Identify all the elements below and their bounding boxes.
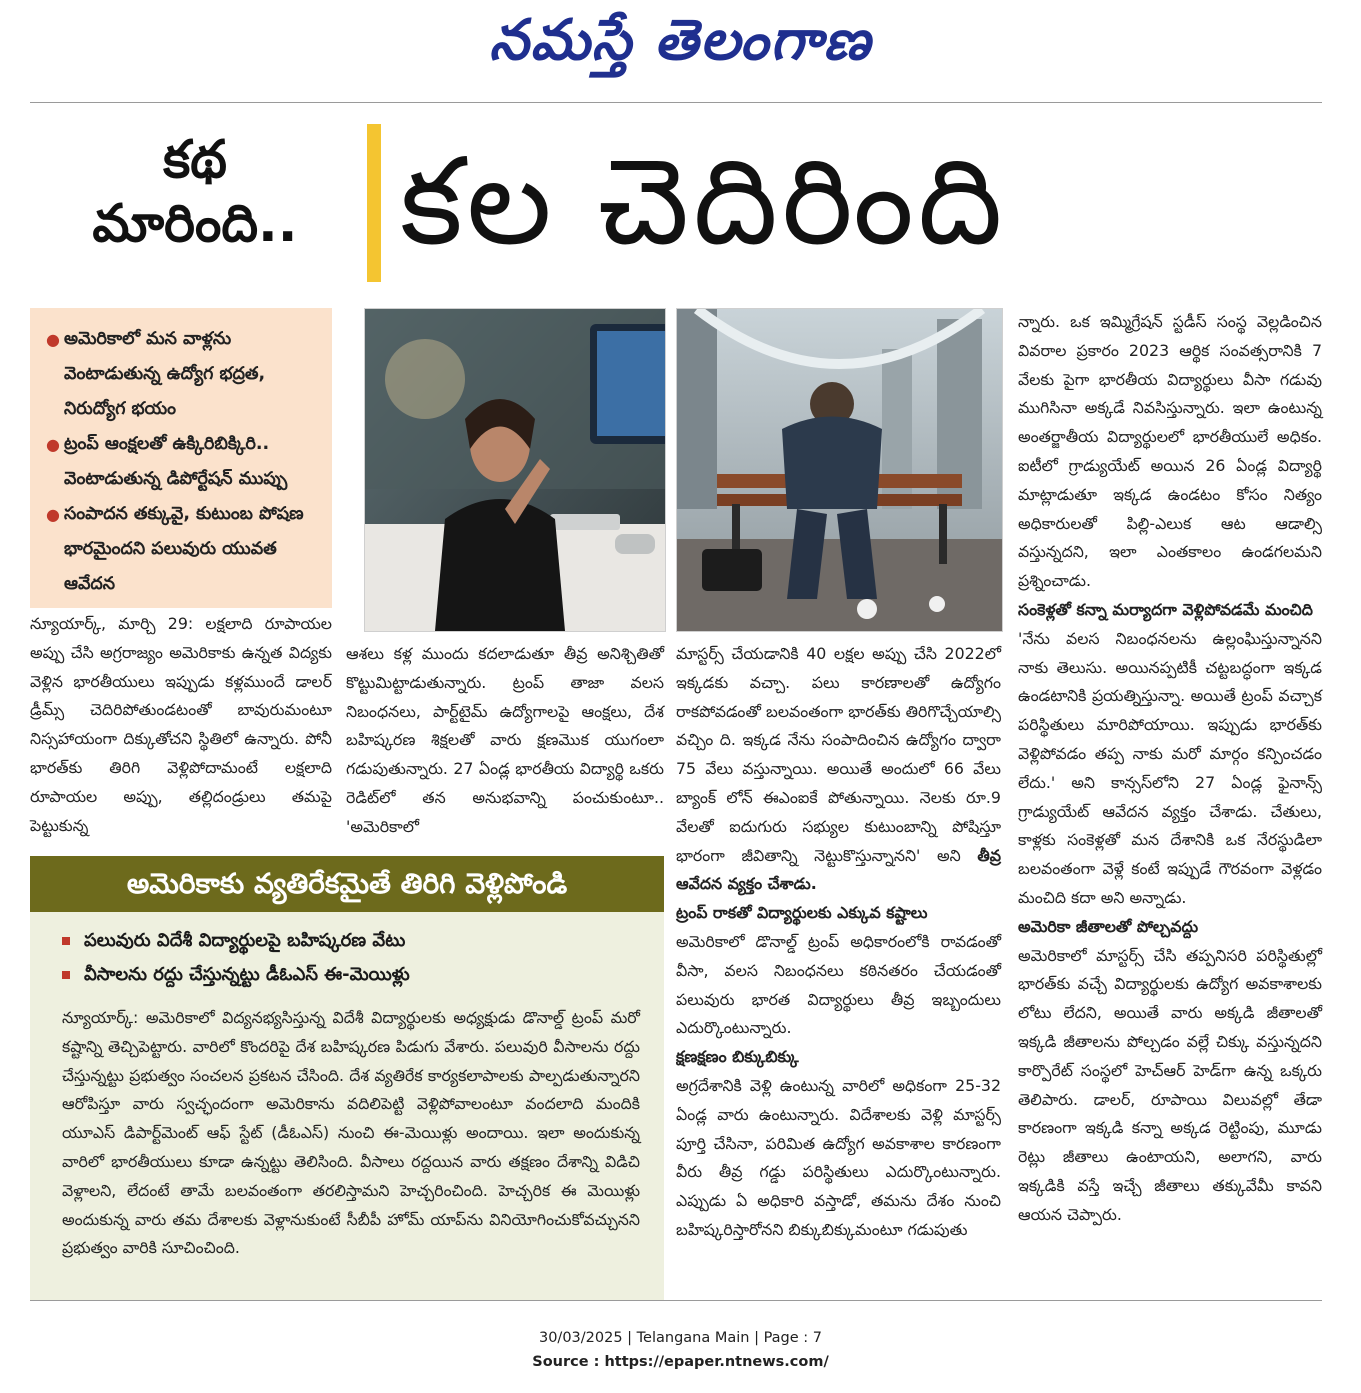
- bullet-square-icon: [62, 937, 70, 945]
- photo-woman-at-desk: [364, 308, 666, 632]
- column-4-paragraph: 'నేను వలస నిబంధనలను ఉల్లంఘిస్తున్నానని నాకు తెలుసు. అయినప్పటికీ చట్టబద్ధంగా ఇక్కడ ఉండటానికి ప్రయత్నిస్తున్నా. అయితే ట్రంప్ వచ్చాక పరిస్థితులు మారిపోయాయి. ఇప్పుడు భారత్‌కు వెళ్లిపోవడం తప్ప నాకు మరో మార్గం కన్పించడం లేదు.' అని కాన్సస్‌లోని 27 ఏండ్ల ఫైనాన్స్ గ్రాడ్యుయేట్ ఆవేదన వ్యక్తం చేశాడు. చేతులు, కాళ్లకు సంకెళ్లతో మన దేశానికి ఒక నేరస్థుడిలా బలవంతంగా వెళ్లే కంటే ఇప్పుడే గౌరవంగా వెళ్లడం మంచిది కదా అని అన్నాడు.: [1018, 628, 1322, 907]
- bullet-dot-icon: ●: [46, 435, 60, 454]
- accent-bar: [367, 124, 381, 282]
- highlight-item: ● అమెరికాలో మన వాళ్లను వెంటాడుతున్న ఉద్యోగ భద్రత, నిరుద్యోగ భయం: [44, 322, 326, 427]
- masthead-divider: [30, 102, 1322, 103]
- column-4-paragraph: అమెరికాలో మాస్టర్స్ చేసి తప్పనిసరి పరిస్థితుల్లో భారత్‌కు వచ్చే విద్యార్థులకు ఉద్యోగ అవకాశాలకు లోటు లేదని, అయితే వారు అక్కడి జీతాలతో ఇక్కడి జీతాలను పోల్చడం వల్లే చిక్కు వస్తున్నదని కార్పొరేట్ సంస్థలో హెచ్‌ఆర్ హెడ్‌గా ఉన్న ఒక్కరు తెలిపారు. డాలర్, రూపాయి విలువల్లో తేడా కారణంగా ఇక్కడి కన్నా అక్కడ రెట్టింపు, మూడు రెట్లు జీతాలు ఉంటాయని, అలాగని, వారు ఇక్కడికి వస్తే ఇచ్చే జీతాలు తక్కువేమీ కావని ఆయన చెప్పారు.: [1018, 945, 1322, 1224]
- article-column-4: [1018, 308, 1322, 1230]
- kicker-line-2: మారింది..: [92, 194, 298, 254]
- masthead-logo: నమస్తే తెలంగాణ: [489, 8, 872, 73]
- box-text: న్యూయార్క్: అమెరికాలో విద్యనభ్యసిస్తున్న విదేశీ విద్యార్థులకు అధ్యక్షుడు డొనాల్డ్ ట్రంప్ మరో కష్టాన్ని తెచ్చిపెట్టారు. వారిలో కొందరిపై దేశ బహిష్కరణ పిడుగు వేశారు. పలువురి వీసాలను రద్దు చేస్తున్నట్టు ప్రభుత్వం సంచలన ప్రకటన చేసింది. దేశ వ్యతిరేక కార్యకలాపాలకు పాల్పడుతున్నారని ఆరోపిస్తూ వారు స్వచ్ఛందంగా అమెరికాను వదిలిపెట్టి వెళ్లిపోవాలంటూ వందలాది మందికి యూఎస్ డిపార్ట్‌మెంట్ ఆఫ్ స్టేట్ (డీఓఎస్) నుంచి ఈ-మెయిళ్లు అందాయి. ఇలా అందుకున్న వారిలో భారతీయులు కూడా ఉన్నట్టు తెలిసింది. వీసాలు రద్దయిన వారు తక్షణం దేశాన్ని విడిచి వెళ్లాలని, లేదంటే తామే బలవంతంగా తరలిస్తామని హెచ్చరించింది. హెచ్చరిక ఈ మెయిళ్లు అందుకున్న వారు తమ దేశాలకు వెళ్లానుకుంటే సీబీపీ హోమ్ యాప్‌ను వినియోగించుకోవచ్చునని ప్రభుత్వం వారికి సూచించింది.: [62, 1008, 640, 1258]
- footer-dateline: 30/03/2025 | Telangana Main | Page : 7: [538, 1330, 823, 1346]
- column-3-paragraph: మాస్టర్స్ చేయడానికి 40 లక్షల అప్పు చేసి 2022లో ఇక్కడకు వచ్చా. పలు కారణాలతో ఉద్యోగం రాకపోవడంతో బలవంతంగా భారత్‌కు తిరిగొచ్చేయాల్సి వచ్చిం ది. ఇక్కడ నేను సంపాదించిన ఉద్యోగం ద్వారా 75 వేలు వస్తున్నాయి. అయితే అందులో 66 వేలు బ్యాంక్ లోన్ ఈఎంఐకే పోతున్నాయి. నెలకు రూ.9 వేలతో ఐదుగురు సభ్యుల కుటుంబాన్ని పోషిస్తూ భారంగా జీవితాన్ని నెట్టుకొస్తున్నానని' అని తీవ్ర ఆవేదన వ్యక్తం చేశాడు.: [676, 644, 1001, 894]
- bullet-square-icon: [62, 971, 70, 979]
- column-3-subhead: ట్రంప్ రాకతో విద్యార్థులకు ఎక్కువ కష్టాలు: [676, 903, 928, 923]
- article-column-3: [676, 640, 1001, 1245]
- bullet-dot-icon: ●: [46, 330, 60, 349]
- kicker: [30, 128, 360, 256]
- article-column-1: [30, 610, 332, 840]
- photo-woman-illustration: [365, 309, 665, 631]
- sidebar-story-box: [30, 912, 664, 1300]
- column-1-text: న్యూయార్క్, మార్చి 29: లక్షలాది రూపాయల అప్పు చేసి అగ్రరాజ్యం అమెరికాకు ఉన్నత విద్యకు వెళ్లిన భారతీయులు ఇప్పుడు కళ్లముందే డాలర్ డ్రీమ్స్ చెదిరిపోతుండటంతో బావురుమంటూ నిస్సహాయంగా దిక్కుతోచని స్థితిలో ఉన్నారు. పోనీ భారత్‌కు తిరిగి వెళ్లిపోదామంటే లక్షలాది రూపాయల అప్పు, తల్లిదండ్రులు తమపై పెట్టుకున్న: [30, 614, 332, 835]
- headline: కల చెదిరింది: [400, 133, 1007, 272]
- box-bullet-item: వీసాలను రద్దు చేస్తున్నట్టు డీఓఎస్ ఈ-మెయిళ్లు: [62, 958, 664, 992]
- footer-divider: [30, 1300, 1322, 1301]
- column-3-subhead: క్షణక్షణం బిక్కుబిక్కు: [676, 1047, 799, 1067]
- box-bullet-item: పలువురు విదేశీ విద్యార్థులపై బహిష్కరణ వేటు: [62, 924, 664, 958]
- bullet-dot-icon: ●: [46, 505, 60, 524]
- column-4-paragraph: న్నారు. ఒక ఇమ్మిగ్రేషన్ స్టడీస్ సంస్థ వెల్లడించిన వివరాల ప్రకారం 2023 ఆర్థిక సంవత్సరానికి 7 వేలకు పైగా భారతీయ విద్యార్థులు వీసా గడువు ముగిసినా అక్కడే నివసిస్తున్నారు. ఇలా ఉంటున్న అంతర్జాతీయ విద్యార్థులలో భారతీయులే అధికం. ఐటీలో గ్రాడ్యుయేట్ అయిన 26 ఏండ్ల విద్యార్థి మాట్లాడుతూ ఇక్కడ ఉండటం కోసం నిత్యం అధికారులతో పిల్లి-ఎలుక ఆట ఆడాల్సి వస్తున్నదని, ఇలా ఎంతకాలం ఉండగలమని ప్రశ్నించాడు.: [1018, 312, 1322, 591]
- highlight-item: ● ట్రంప్ ఆంక్షలతో ఉక్కిరిబిక్కిరి.. వెంటాడుతున్న డిపోర్టేషన్ ముప్పు: [44, 427, 326, 497]
- photo-man-illustration: [677, 309, 1002, 631]
- box-title: అమెరికాకు వ్యతిరేకమైతే తిరిగి వెళ్లిపోండి: [30, 856, 664, 912]
- highlights-box: [30, 308, 332, 608]
- column-2-text: ఆశలు కళ్ల ముందు కదలాడుతూ తీవ్ర అనిశ్చితితో కొట్టుమిట్టాడుతున్నారు. ట్రంప్ తాజా వలస నిబంధనలు, పార్ట్‌టైమ్ ఉద్యోగాలపై ఆంక్షలు, దేశ బహిష్కరణ శిక్షలతో వారు క్షణమొక యుగంలా గడుపుతున్నారు. 27 ఏండ్ల భారతీయ విద్యార్థి ఒకరు రెడిట్‌లో తన అనుభవాన్ని పంచుకుంటూ.. 'అమెరికాలో: [346, 644, 664, 836]
- highlight-item: ● సంపాదన తక్కువై, కుటుంబ పోషణ భారమైందని పలువురు యువత ఆవేదన: [44, 497, 326, 602]
- column-3-paragraph: అమెరికాలో డొనాల్డ్ ట్రంప్ అధికారంలోకి రావడంతో వీసా, వలస నిబంధనలు కఠినతరం చేయడంతో పలువురు భారత విద్యార్థులు తీవ్ర ఇబ్బందులు ఎదుర్కొంటున్నారు.: [676, 931, 1001, 1038]
- kicker-line-1: కథ: [163, 130, 227, 190]
- footer-source: Source : https://epaper.ntnews.com/: [532, 1354, 829, 1370]
- column-4-subhead: అమెరికా జీతాలతో పోల్చవద్దు: [1018, 916, 1199, 936]
- column-4-subhead: సంకెళ్లతో కన్నా మర్యాదగా వెళ్లిపోవడమే మంచిది: [1018, 599, 1313, 619]
- article-column-2: [346, 640, 664, 842]
- photo-man-on-bench: [676, 308, 1003, 632]
- column-3-paragraph: అగ్రదేశానికి వెళ్లి ఉంటున్న వారిలో అధికంగా 25-32 ఏండ్ల వారు ఉంటున్నారు. విదేశాలకు వెళ్లి మాస్టర్స్ పూర్తి చేసినా, పరిమిత ఉద్యోగ అవకాశాల కారణంగా వీరు తీవ్ర గడ్డు పరిస్థితులు ఎదుర్కొంటున్నారు. ఎప్పుడు ఏ అధికారి వస్తాడో, తమను దేశం నుంచి బహిష్కరిస్తారోనని బిక్కుబిక్కుమంటూ గడుపుతు: [676, 1075, 1001, 1239]
